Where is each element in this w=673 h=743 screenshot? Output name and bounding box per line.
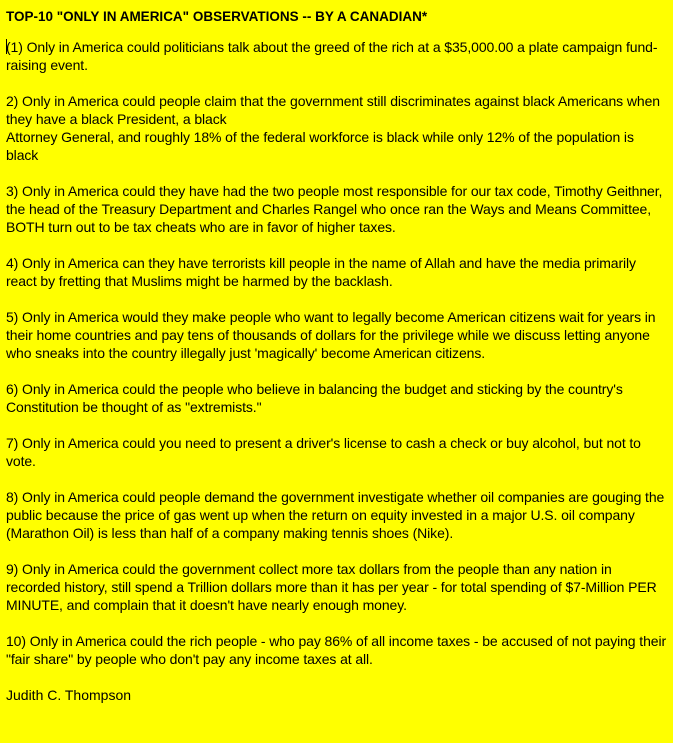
observation-6: 6) Only in America could the people who believe in balancing the budget and sticking by the country's Constitution be thought of as "extremists." [6, 381, 623, 415]
observation-2-line-2: Attorney General, and roughly 18% of the federal workforce is black while only 12% of the population is black [6, 129, 634, 163]
observation-1 [6, 38, 669, 74]
observation-7: 7) Only in America could you need to present a driver's license to cash a check or buy alcohol, but not to vote. [6, 435, 641, 469]
observation-2 [6, 92, 669, 164]
document-title: TOP-10 "ONLY IN AMERICA" OBSERVATIONS -- BY A CANADIAN* [6, 9, 428, 24]
observation-3: 3) Only in America could they have had the two people most responsible for our tax code, Timothy Geithner, the head of the Treasury Department and Charles Rangel who once ran the Ways and Means Committee, BOTH turn out to be tax cheats who are in favor of higher taxes. [6, 183, 663, 235]
observation-9: 9) Only in America could the government collect more tax dollars from the people than any nation in recorded history, still spend a Trillion dollars more than it has per year - for total spending of $7-Million PER MINUTE, and complain that it doesn't have nearly enough money. [6, 561, 657, 613]
observation-10: 10) Only in America could the rich people - who pay 86% of all income taxes - be accused of not paying their "fair share" by people who don't pay any income taxes at all. [6, 633, 667, 667]
observation-5: 5) Only in America would they make people who want to legally become American citizens wait for years in their home countries and pay tens of thousands of dollars for the privilege while we discuss letting anyone who sneaks into the country illegally just 'magically' become American citizens. [6, 309, 656, 361]
observation-8: 8) Only in America could people demand the government investigate whether oil companies are gouging the public because the price of gas went up when the return on equity invested in a major U.S. oil company (Marathon Oil) is less than half of a company making tennis shoes (Nike). [6, 489, 665, 541]
observation-2-line-1: 2) Only in America could people claim that the government still discriminates against black Americans when they have a black President, a black [6, 93, 660, 127]
signature: Judith C. Thompson [6, 687, 132, 703]
observation-1-text: (1) Only in America could politicians talk about the greed of the rich at a $35,000.00 a plate campaign fund-raising event. [6, 39, 658, 73]
observation-4: 4) Only in America can they have terrorists kill people in the name of Allah and have the media primarily react by fretting that Muslims might be harmed by the backlash. [6, 255, 636, 289]
